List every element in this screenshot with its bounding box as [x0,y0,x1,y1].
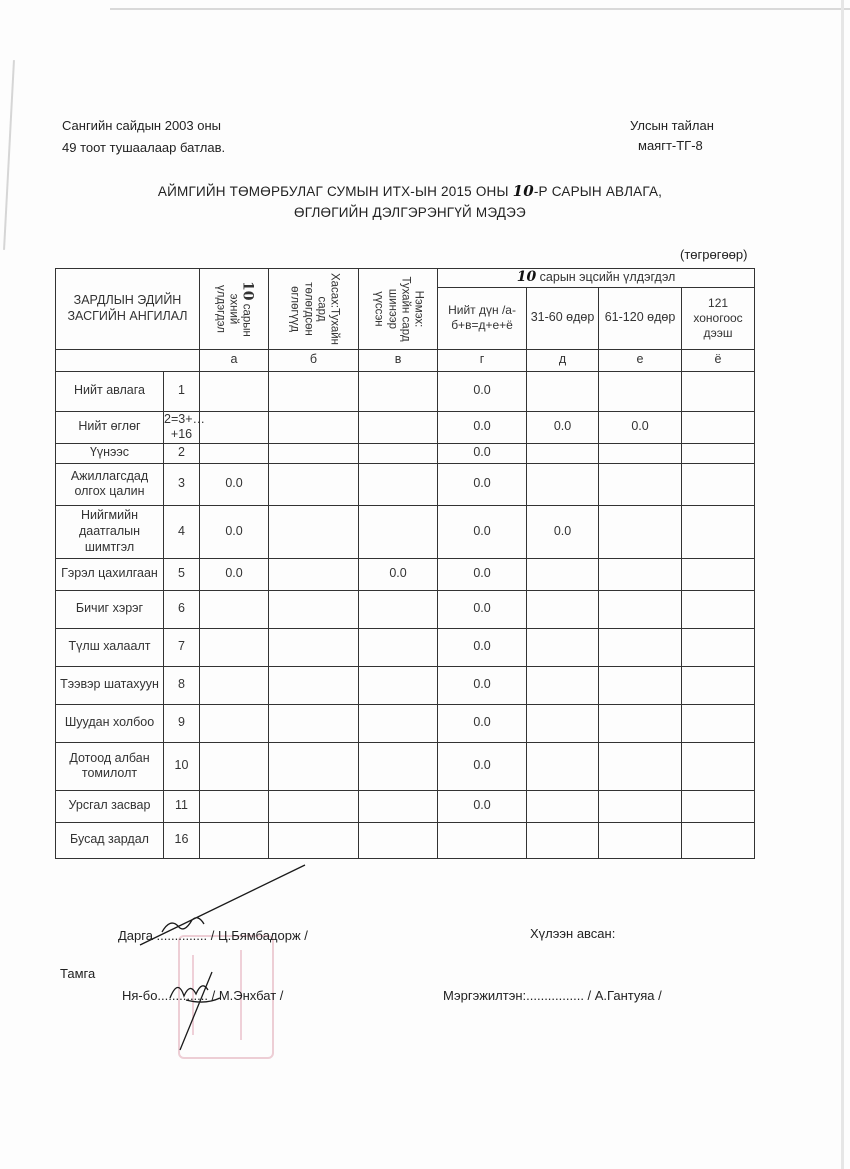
column-letter: ё [682,349,755,371]
handwritten-month: 10 [516,269,537,285]
row-label: Нийгмийн даатгалын шимтгэл [56,505,164,558]
table-body [56,371,755,858]
cell-yo [682,590,755,628]
col-header-121-plus: 121 хоногоос дээш [682,287,755,349]
row-code: 4 [164,505,200,558]
cell-v [359,411,438,443]
cell-b [269,463,359,505]
paper-edge [841,0,844,1169]
row-label: Тээвэр шатахуун [56,666,164,704]
cell-g: 0.0 [438,790,527,822]
cell-yo [682,411,755,443]
cell-v [359,790,438,822]
cell-e [599,558,682,590]
paper-edge [3,60,15,250]
cell-yo [682,371,755,411]
row-code: 8 [164,666,200,704]
cell-d [527,463,599,505]
cell-yo [682,505,755,558]
cell-yo [682,443,755,463]
cell-a [200,590,269,628]
cell-yo [682,822,755,858]
cell-g: 0.0 [438,411,527,443]
cell-a [200,371,269,411]
row-code: 5 [164,558,200,590]
cell-v: 0.0 [359,558,438,590]
cell-yo [682,558,755,590]
cell-a [200,443,269,463]
cell-b [269,742,359,790]
column-letter: г [438,349,527,371]
row-label: Дотоод албан томилолт [56,742,164,790]
form-code: маягт-ТГ-8 [638,138,703,153]
cell-a: 0.0 [200,558,269,590]
cell-yo [682,463,755,505]
table-row [56,411,755,443]
row-code: 10 [164,742,200,790]
row-code: 7 [164,628,200,666]
cell-d [527,371,599,411]
table-row [56,790,755,822]
accountant-signature [150,960,240,1055]
row-code: 6 [164,590,200,628]
table-row [56,704,755,742]
cell-d [527,590,599,628]
table-row [56,590,755,628]
cell-e [599,590,682,628]
table-row [56,558,755,590]
row-label: Урсгал засвар [56,790,164,822]
director-signature-line: Дарга .............. / Ц.Бямбадорж / [118,928,308,943]
row-label: Нийт өглөг [56,411,164,443]
table-row [56,742,755,790]
cell-v [359,443,438,463]
cell-v [359,704,438,742]
cell-v [359,371,438,411]
row-label: Гэрэл цахилгаан [56,558,164,590]
title-text: -Р САРЫН АВЛАГА, [533,184,663,199]
cell-g: 0.0 [438,443,527,463]
col-header-total: Нийт дүн /а-б+в=д+е+ё [438,287,527,349]
cell-e [599,628,682,666]
column-letter: в [359,349,438,371]
cell-b [269,790,359,822]
cell-g [438,822,527,858]
payables-table [55,268,755,859]
cell-g: 0.0 [438,371,527,411]
col-header-31-60: 31-60 өдөр [527,287,599,349]
cell-e [599,790,682,822]
cell-e [599,505,682,558]
row-code: 11 [164,790,200,822]
cell-b [269,505,359,558]
cell-g: 0.0 [438,628,527,666]
cell-v [359,742,438,790]
approval-line-2: 49 тоот тушаалаар батлав. [62,140,226,155]
cell-b [269,628,359,666]
column-letter: е [599,349,682,371]
cell-v [359,463,438,505]
cell-d [527,666,599,704]
row-label: Шуудан холбоо [56,704,164,742]
cell-b [269,443,359,463]
cell-d [527,558,599,590]
row-label: Нийт авлага [56,371,164,411]
cell-a [200,666,269,704]
category-header: ЗАРДЛЫН ЭДИЙН ЗАСГИЙН АНГИЛАЛ [56,269,200,350]
cell-v [359,590,438,628]
cell-e [599,704,682,742]
accountant-signature-line: Ня-бо.............. / М.Энхбат / [122,988,284,1003]
approval-line-1: Сангийн сайдын 2003 оны [62,118,221,133]
stamp-label: Тамга [60,966,96,981]
document-title-line-1 [60,182,760,200]
cell-e [599,666,682,704]
row-label: Үүнээс [56,443,164,463]
specialist-signature-line: Мэргэжилтэн:................ / А.Гантуяа / [443,988,662,1003]
received-by-label: Хүлээн авсан: [530,926,616,941]
cell-a [200,628,269,666]
cell-yo [682,790,755,822]
col-header-paid: Хасах:Тухайн сард төлөгдсөн өглөгүүд [269,269,359,350]
cell-e [599,463,682,505]
cell-yo [682,742,755,790]
cell-g: 0.0 [438,666,527,704]
cell-a: 0.0 [200,505,269,558]
cell-b [269,590,359,628]
row-code: 16 [164,822,200,858]
cell-d [527,443,599,463]
cell-d: 0.0 [527,411,599,443]
cell-yo [682,704,755,742]
table-row [56,628,755,666]
cell-e [599,822,682,858]
cell-v [359,666,438,704]
cell-g: 0.0 [438,590,527,628]
cell-a [200,411,269,443]
column-letter: а [200,349,269,371]
report-type: Улсын тайлан [630,118,714,133]
cell-d: 0.0 [527,505,599,558]
title-text: АЙМГИЙН ТӨМӨРБУЛАГ СУМЫН ИТХ-ЫН 2015 ОНЫ [157,184,513,199]
cell-e [599,742,682,790]
col-header-61-120: 61-120 өдөр [599,287,682,349]
table-row [56,463,755,505]
cell-e [599,371,682,411]
col-header-opening-balance: 10 сарын эхний үлдэгдэл [200,269,269,350]
row-label: Бусад зардал [56,822,164,858]
cell-b [269,411,359,443]
paper-edge [110,8,850,10]
cell-b [269,666,359,704]
table-row [56,505,755,558]
cell-a: 0.0 [200,463,269,505]
row-label: Ажиллагсдад олгох цалин [56,463,164,505]
row-code: 2 [164,443,200,463]
cell-b [269,822,359,858]
row-code: 9 [164,704,200,742]
cell-g: 0.0 [438,704,527,742]
cell-g: 0.0 [438,558,527,590]
cell-d [527,704,599,742]
cell-v [359,505,438,558]
cell-a [200,704,269,742]
table-row [56,822,755,858]
cell-yo [682,666,755,704]
table-row [56,371,755,411]
cell-d [527,790,599,822]
cell-yo [682,628,755,666]
row-code: 1 [164,371,200,411]
cell-a [200,790,269,822]
cell-g: 0.0 [438,742,527,790]
document-title-line-2: ӨГЛӨГИЙН ДЭЛГЭРЭНГҮЙ МЭДЭЭ [294,205,526,220]
cell-b [269,704,359,742]
cell-d [527,628,599,666]
row-code: 3 [164,463,200,505]
letter-row [56,349,755,371]
cell-e [599,443,682,463]
cell-d [527,822,599,858]
unit-note: (төгрөгөөр) [680,247,748,262]
cell-g: 0.0 [438,463,527,505]
cell-b [269,558,359,590]
col-group-closing-balance: 10 сарын эцсийн үлдэгдэл [438,269,755,288]
row-label: Бичиг хэрэг [56,590,164,628]
cell-v [359,822,438,858]
cell-a [200,742,269,790]
table-row [56,666,755,704]
cell-v [359,628,438,666]
handwritten-month: 10 [512,182,534,200]
column-letter: д [527,349,599,371]
column-letter: б [269,349,359,371]
row-code: 2=3+…+16 [164,411,200,443]
row-label: Түлш халаалт [56,628,164,666]
cell-d [527,742,599,790]
cell-b [269,371,359,411]
cell-a [200,822,269,858]
cell-g: 0.0 [438,505,527,558]
col-header-new: Нэмэх: Тухайн сард шинээр үүссэн [359,269,438,350]
table-row [56,443,755,463]
handwritten-month: 10 [239,280,256,301]
cell-e: 0.0 [599,411,682,443]
